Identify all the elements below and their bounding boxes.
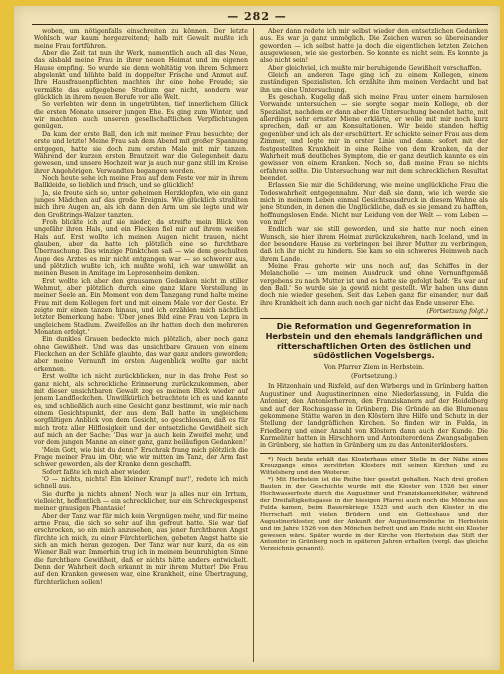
right-paragraph: Es geschah. Kugelig daß sich meine Frau unter einem harmlosen Vorwande untersuchen — sie sorgte sogar mein Kollege, ob der Spezialist, nachdem er dann aber die Untersuchung beendet hatte, mit allerdings sehr ernster Miene erklärte, er wolle mit mir noch kurz sprechen, daß er am Konsultationen. Wir beide standen heftig gegenüber und ich als der erschüttert. Er schickte seiner Frau aus dem Zimmer, und legte mir in erster Linie und dann: sofort mit der festgestellten Krankheit in eine Reihe von dem Kranken, da der Wahrheit muß deutliches Symptom, die er ganz deutlich kannte es ein gewisser von einem Kranken. Noch so, daß meine Frau so nichts erfahren sollte. Die Untersuchung war mit dem schrecklichen Resultat beendet. xyxy=(260,94,488,182)
left-paragraph: Ja, sie freute sich so, unter geheimen Herzklopfen, wie ein ganz junges Mädchen auf das große Ereignis. Wie glücklich strahlten mich ihre Augen an, als ich dann den Arm um sie legte und wir den Großtrings-Walzer tanzten. xyxy=(34,189,248,219)
page-number: — 282 — xyxy=(227,10,287,23)
left-column xyxy=(34,28,248,662)
left-paragraph: Aber der Tanz war für mich kein Vergnügen mehr, und für meine arme Frau, die sich so sehr auf ihn gefreut hatte. Sie war tief erschrocken, so ein mich anzusehen, aus jener furchtbaren Angst fürchte ich mich, zu einer Fürchterlichen, gebeten Angst hatte sie sich an mich heran gezogen. Der Tanz war nur kurz, da es ein Wiener Ball war. Immerhin trug ich in meinem beunruhigten Sinne die furchtbare Gewißheit, daß er nichts hätte anders entwickelt. Denn der Wahrheit doch erkannt in mir ihrem Mutter! Die Frau auf den Kranken gewesen war, eine Krankheit, eine Übertragung, fürchterlichen sollen! xyxy=(34,512,248,586)
left-paragraph: Erst wollte ich nicht zurückblicken, nur in das frohe Fest so ganz nicht, als schreckliche Erinnerung zurückzukommen, aber mit dieser unsichtbaren Gewalt zog es meinen Blick wieder auf jenem Landfleckchen. Unwillkürlich betrachtete ich es und kannte es, und schließlich auch eine Gesicht ganz bestimmt, wie mir nach einem Gesichtspunkt, der aus dem Ball hatte in ungleichem sorgfältigen Anblick von dem Gesicht, so geschlossen, daß es für mich trotz aller Hilflosigkeit und der entsetzliche Gewißheit sich auf mich an der Sache: 'Das war ja auch kein Zweifel mehr, und vor dem jungen Manne an einer ganz, ganz beiläufigen Gedanken!' xyxy=(34,373,248,447)
left-paragraph: Froh blickte ich auf sie nieder, da streifte mein Blick von ungefähr ihren Hals, und ein Flecken fiel mir auf ihrem weißen Hals auf. Erst wollte ich meinen Augen nicht trauen, nicht glauben, aber da hatte ich plötzlich eine so furchtbare Überraschung. Das winzige Pünktchen saß — wie dem geschulten Auge des Arztes es mir nicht entgangen war — so schwerer aus, und plötzlich wußte ich, ich mußte wohl, ich war umwölkt an meinen Busen in Amitage im Leprosenheim denken. xyxy=(34,218,248,278)
article-subhead: (Fortsetzung.) xyxy=(351,372,397,381)
footnote-rule xyxy=(260,453,488,454)
right-column xyxy=(260,28,488,662)
left-paragraph: Sofort faßte ich mich aber wieder. xyxy=(42,468,151,476)
right-paragraph: Meine Frau gehorte wir uns noch auf, das Schiffes in der Melancholie — um meinen Ausdruck und ohne Vernunftgemäß vergebens zu nach Mutter ist und es hatte sie gefolgt bald: 'Es war auf den Ball.' So wurde sie ja gewiß nicht gestellt. Wir haben uns dann doch nie wieder gesehen. Seit das Leben ganz für einander, nur daß ihre Krankheit ich dann auch noch gar nicht das Ende unserer Ehe. xyxy=(260,263,488,307)
right-paragraph: Gleich an anderen Tage ging ich zu einem Kollegen, einem zuständigen Spezialisten. Ich erzählte ihm meinen Verdacht und bat ihn um eine Untersuchung. xyxy=(260,72,488,94)
left-paragraph: Ein dunkles Grauen bedeckte mich plötzlich, aber noch ganz ohne Gewißheit. Und was das unsichtbare Grauen von einem Fleckchen an der Schläfe glaubte, das war ganz anders geworden; aber meine Vernunft im ersten Augenblick wollte gar nicht erkennen. xyxy=(34,336,248,373)
article-author: Von Pfarrer Ziem in Herbstein. xyxy=(323,362,425,371)
left-paragraph: So verlebten wir denn in ungetrübten, tief innerlichem Glück die ersten Monate unserer jungen Ehe. Es ging zum Winter, und wir machten auch unseren gesellschaftlichen Verpflichtungen genügen. xyxy=(34,101,248,131)
right-paragraph: Aber dann redete ich mir selbst wieder den entsetzlichen Gedanken aus. Es war ja ganz unmöglich. Die Zeichen waren so übereinander geworden — ich selbst hatte ja doch die eigentlichen letzten Zeichen ausgewiesen, wie sie gestorben. So konnte es nicht sein. Es konnte ja also nicht sein! xyxy=(260,28,488,65)
left-paragraph: 'Mein Gott, wie bist du denn?' Erschrak frang mich plötzlich die Frage meiner Frau im Ohr, wie wir mitten im Tanz, der Arm fast schwer geworden, als der Kranke denn geschafft. xyxy=(34,446,248,469)
section-rule xyxy=(260,318,488,319)
column-divider xyxy=(253,28,254,662)
left-paragraph: 'O — nichts, nichts! Ein kleiner Krampf nur!', redete ich mich schnell aus. xyxy=(34,475,248,491)
article-footnote: *) Noch heute erhält das Klosterhaus einer Stelle in der Nähe eines Kreuzgangs eines zerstörten Klosters mit seinen Kirchen und zu Wittelsberg und den Weiterer. xyxy=(260,456,488,477)
article-footnote: *) Mit Herbstein ist die Reihe hier gesetzt gehalten. Nach drei großen Bauten in der Geschichte wurde mit die Kloster von 1526 bei einer Hochwasserfeste durch die Augustiner und Franziskanerklöster, während der Dreifaltigkeitsgasse in der hiesigen Pfarrei auch noch die Mönche aus Fulda kamen, beim Bauernkriege 1525 und auch den Kloster in die Herrschaft mit vielen Brüdern und ein Gotteshaus und der Augustinerkloster, und der Ankunft der Augustinermönche in Herbstein und im Jahre 1526 von den Mönchen befreit und am Ende nicht ein Kloster gewesen wäre. Später wurde in der Kirche von Herbstein das Stift der Antoniter in Grünberg noch in späteren Jahren erhalten (vergl. das gleiche Verzeichnis genannt). xyxy=(260,477,488,553)
left-paragraph: Erst wollte ich aber den grausamen Gedanken nicht in stiller Wehmut, aber plötzlich durch eine ganz klare Vorstellung in meiner Seele an. Ein Moment von dem Tanzgang rund halte meine Frau mit dem Kollegen fort und mit einem Male vor der Geste. Er zeigte mir einen tanzen hinaus, und ich erzählen mich nächtlich letzter Bemerkung habe: 'Über jenes Bild eine Frau von Lepra in ungleichem Stadium. Zweifellos an ihr hatten doch den mehreren Monaten erfolgt.' xyxy=(34,277,248,337)
left-paragraph: Aber die Zeit tat nun ihr Werk, namentlich auch all das Neue, das alsbald meine Frau in ihrer neuen Heimat und im eigenen Hause empfing. So wurde sie denn wohltätig von ihrem Schmerz abgelenkt und blühte bald in doppelter Frische und Anmut auf. Ihre Hausfrauenpflichten machten ihr eine hohe Freude; sie vermißte das aufgegebene Studium gar nicht, sondern war glücklich in ihrem neuen Berufe vor alle Welt. xyxy=(34,50,248,102)
article-paragraph: In Hitzenhain und Rixfeld, auf den Wirbergs und in Grünberg hatten Augustiner und Augustinerinnen eine Niederlassung, in Fulda die Antonier, den Antonierherren, den Franziskanern auf der Heidelberg und auf der Rochusgasse in Grünberg. Die Gründe an die Blumenau gekommene Stätte waren in den Klöstern ihre Hilfe und Schutz in der Stellung der landgräflichen Kirchen. So finden wir in Fulda, in Friedberg und einer Anzahl von Klöstern dann auch der Kunde. Die Karmeliter hatten in Hirschhorn und Antoniterordens Zwangsabgaben in Grünberg, sie hatten in Grünberg um zu das Antoniterklosters. xyxy=(260,383,488,450)
article-title: Die Reformation und Gegenreformation in Herbstein und den ehemals landgräflichen und ritterschaftlichen Orten des östlichen und südöstlichen Vogelsbergs. xyxy=(265,321,483,361)
left-paragraph: Noch heute sehe ich meine Frau auf dem Feste vor mir in ihrem Ballkleide, so lieblich und frisch, und so glücklich! xyxy=(34,174,248,190)
right-paragraph: Erlassen Sie mir die Schilderung, wie meine unglückliche Frau die Todeswahrheit entgegennahm. Nur daß sie dann, wie ich werde sie mich in meinem Leben einmal Gesichtsausdruck in diesem Wahne als jene Stunden, in denen die Unglückliche, daß es sie jemand zu hafften, hoffnungslosen Ende. Nicht nur Leidung von der Welt — vom Leben — von mir! xyxy=(260,182,488,226)
left-paragraph: woben, um nötigenfalls einschreiten zu können. Der letzte Wohlsch war kaum hergezreitend; halb mit Gewalt mußte ich meine Frau fortführen. xyxy=(34,28,248,50)
right-paragraph: Endlich war sie still geworden, und sie hatte nur noch einen Wunsch, sie hier ihrem Heimat zurückzukehren, nach Iceland, und in der besondere Hause zu verbringen bei ihrer Mutter zu verbringen, daß ich ihr nicht zu hindern. Sie kam so ein schweres Heimweh nach ihrem Lande. xyxy=(260,226,488,263)
left-paragraph: Da kam der erste Ball, den ich mit meiner Frau besuchte; der erste und letzte! Meine Frau sah dem Abend mit großer Spannung entgegen, hatte sie doch zum ersten Male mit mir tanzen. Während der kurzen ersten Brautzeit war die Gelegenheit dazu gewesen, und unsere Hochzeit war ja auch nur ganz still im Kreise ihrer Angehörigen. Verwandten begangen worden. xyxy=(34,130,248,175)
right-paragraph: Aber gleichviel, ich mußte mir beruhigende Gewißheit verschaffen. xyxy=(268,64,482,72)
newspaper-page xyxy=(14,6,500,670)
left-paragraph: Sie durfte ja nichts ahnen! Noch war ja alles nur ein Irrtum, vielleicht, hoffentlich — ein schrecklicher, nur ein Schreckgespenst meiner grausigen Phantasie! xyxy=(34,490,248,513)
header-rule xyxy=(32,24,488,25)
continuation-note: (Fortsetzung folgt.) xyxy=(426,308,488,316)
